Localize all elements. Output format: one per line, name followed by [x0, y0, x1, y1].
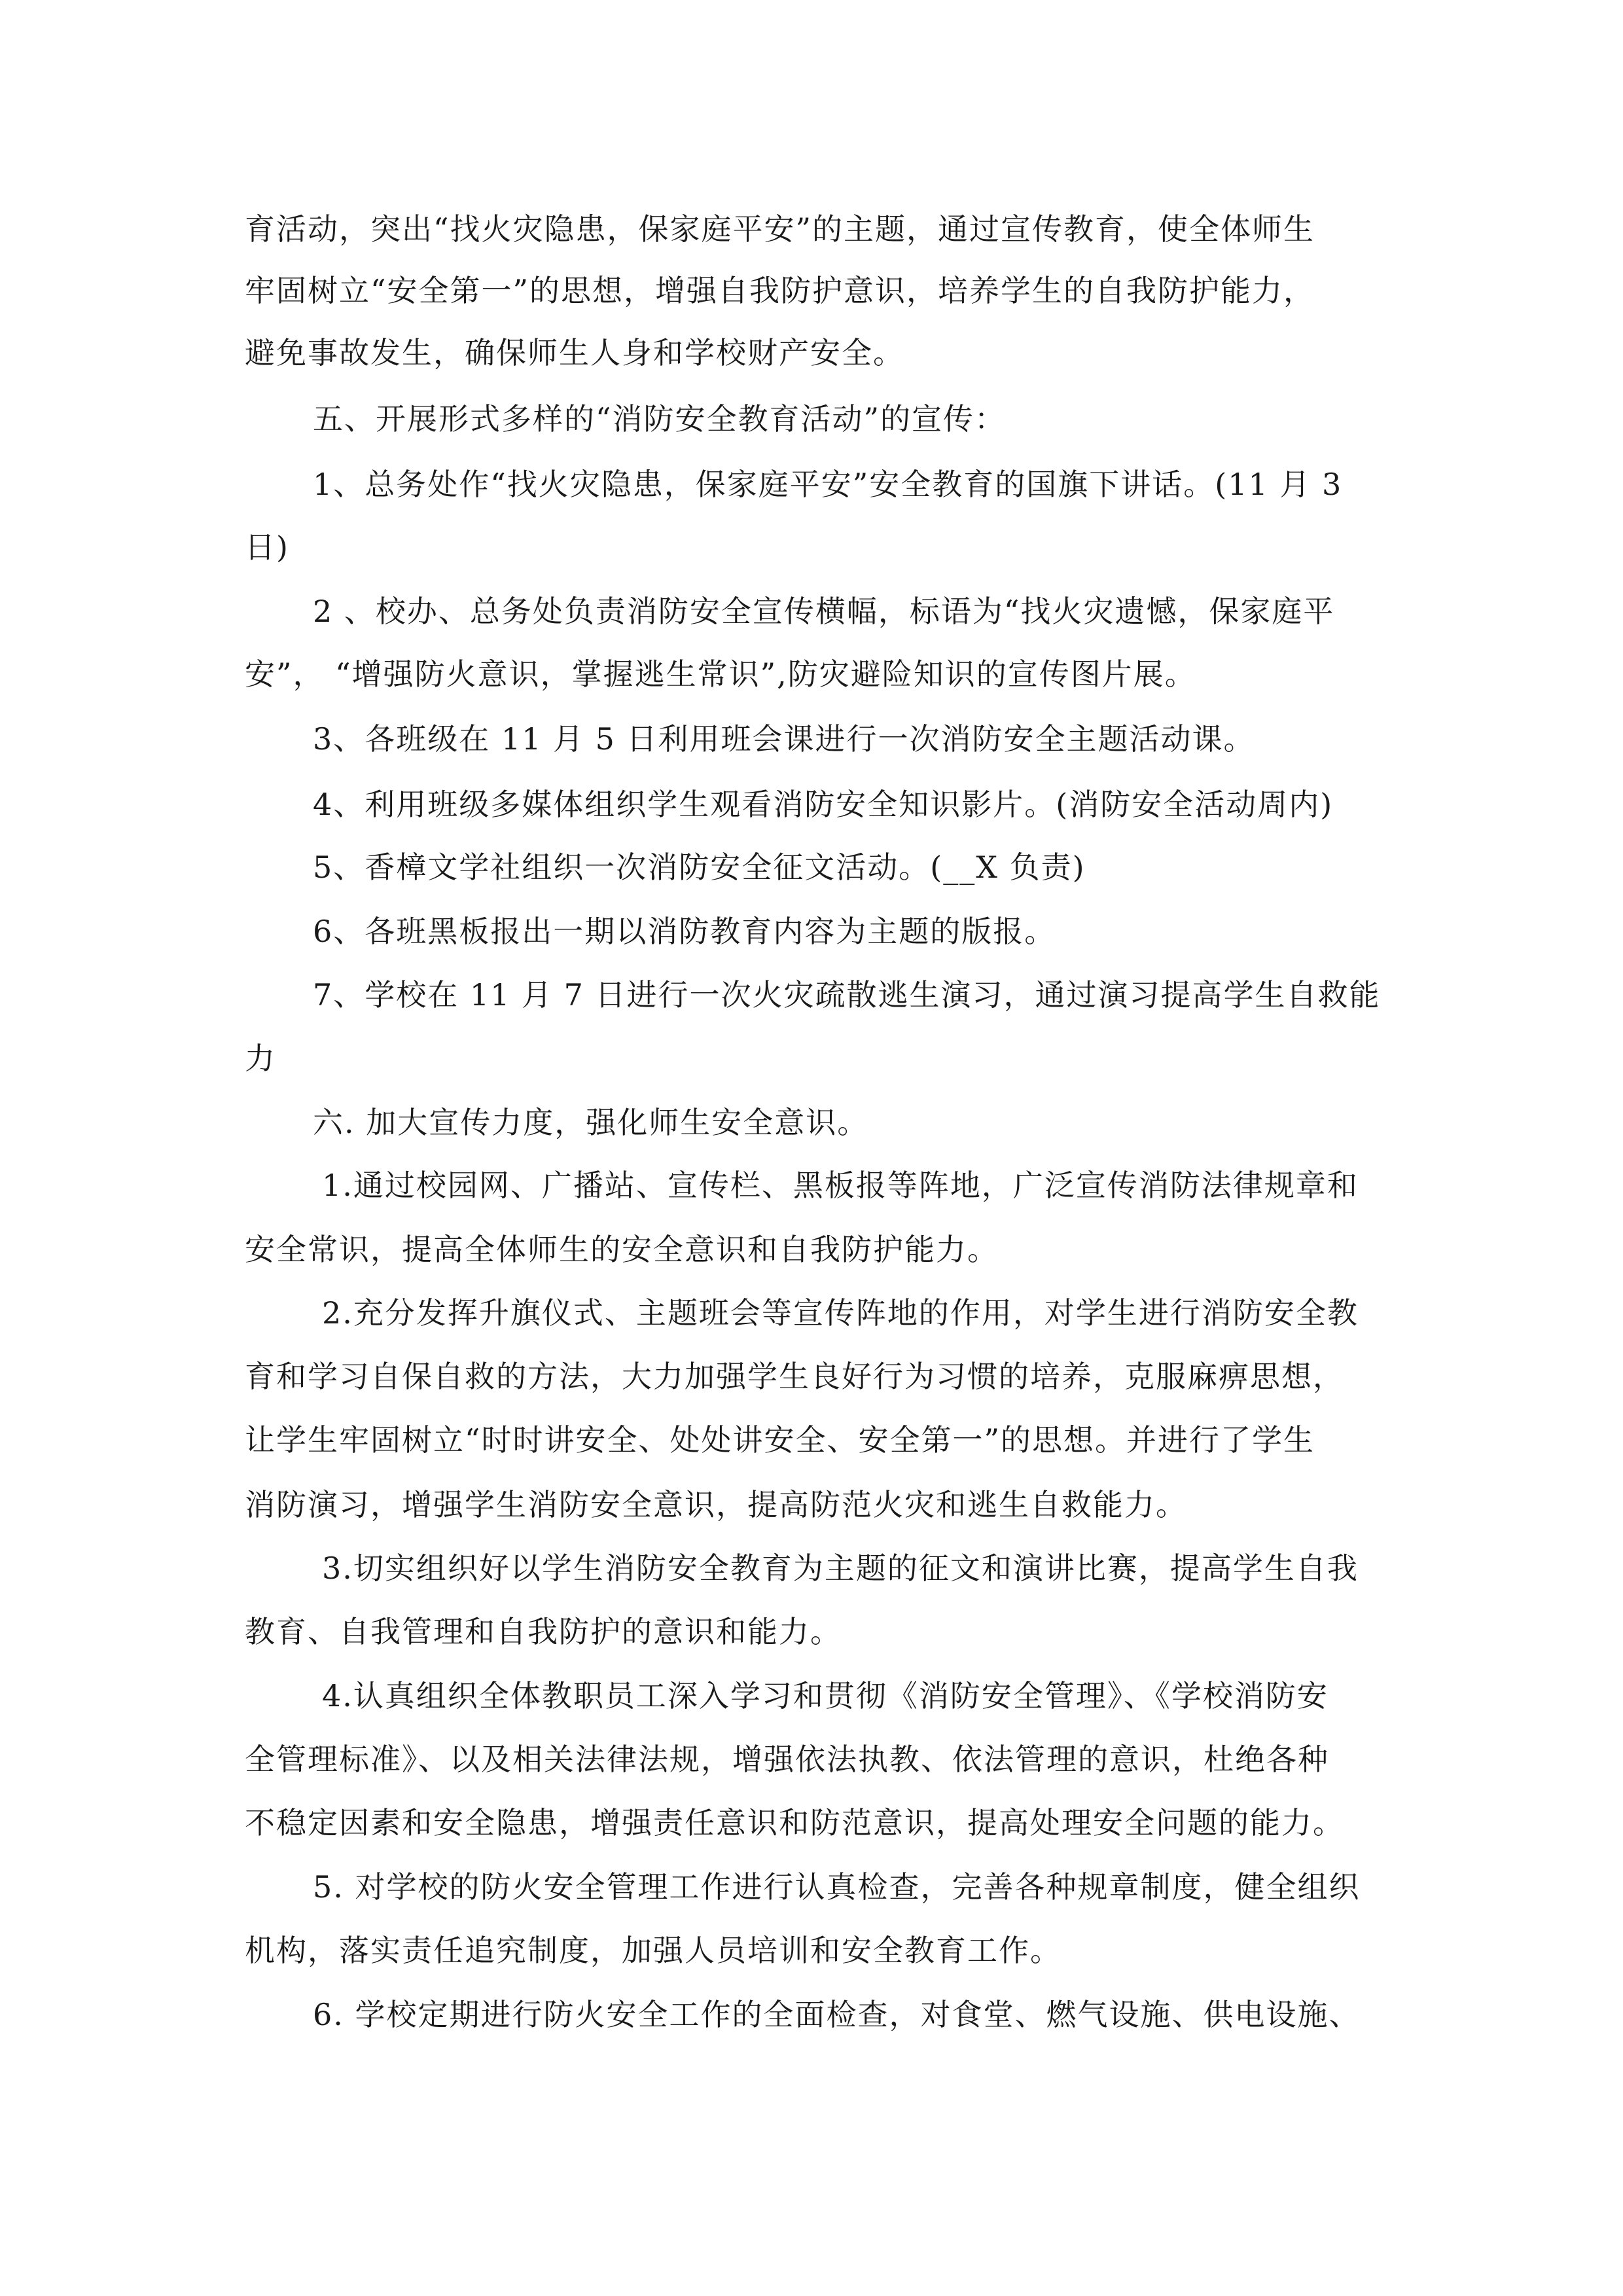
- list-item-text: 6. 学校定期进行防火安全工作的全面检查，对食堂、燃气设施、供电设施、: [313, 1997, 1361, 2032]
- list-item-text: 2.充分发挥升旗仪式、主题班会等宣传阵地的作用，对学生进行消防安全教: [322, 1295, 1359, 1331]
- text-line: 避免事故发生，确保师生人身和学校财产安全。: [245, 335, 904, 370]
- text-line: 牢固树立“安全第一”的思想，增强自我防护意识，培养学生的自我防护能力，: [245, 273, 1315, 308]
- list-item-text: 让学生牢固树立“时时讲安全、处处讲安全、安全第一”的思想。并进行了学生: [245, 1422, 1315, 1458]
- list-item-text: 消防演习，增强学生消防安全意识，提高防范火灾和逃生自救能力。: [245, 1487, 1187, 1522]
- list-item-text: 全管理标准》、以及相关法律法规，增强依法执教、依法管理的意识，杜绝各种: [245, 1742, 1329, 1777]
- section-heading: 六. 加大宣传力度，强化师生安全意识。: [313, 1105, 869, 1140]
- list-item-text: 5. 对学校的防火安全管理工作进行认真检查，完善各种规章制度，健全组织: [313, 1869, 1361, 1905]
- list-item-text: 4、利用班级多媒体组织学生观看消防安全知识影片。(消防安全活动周内): [313, 787, 1334, 822]
- text-line: 育活动，突出“找火灾隐患，保家庭平安”的主题，通过宣传教育，使全体师生: [245, 211, 1315, 247]
- list-item-text: 教育、自我管理和自我防护的意识和能力。: [245, 1614, 842, 1649]
- list-item-text: 1.通过校园网、广播站、宣传栏、黑板报等阵地，广泛宣传消防法律规章和: [322, 1168, 1359, 1203]
- list-item-text: 日): [245, 529, 289, 565]
- list-item-text: 1、总务处作“找火灾隐患，保家庭平安”安全教育的国旗下讲话。(11 月 3: [313, 467, 1343, 502]
- list-item-text: 7、学校在 11 月 7 日进行一次火灾疏散逃生演习，通过演习提高学生自救能: [313, 977, 1381, 1013]
- list-item-text: 育和学习自保自救的方法，大力加强学生良好行为习惯的培养，克服麻痹思想，: [245, 1359, 1344, 1394]
- list-item-text: 力: [245, 1041, 276, 1076]
- list-item-text: 3.切实组织好以学生消防安全教育为主题的征文和演讲比赛，提高学生自我: [322, 1551, 1359, 1586]
- section-heading: 五、开展形式多样的“消防安全教育活动”的宣传：: [313, 401, 1007, 437]
- list-item-text: 安全常识，提高全体师生的安全意识和自我防护能力。: [245, 1232, 999, 1267]
- list-item-text: 2 、校办、总务处负责消防安全宣传横幅，标语为“找火灾遗憾，保家庭平: [313, 594, 1335, 629]
- list-item-text: 不稳定因素和安全隐患，增强责任意识和防范意识，提高处理安全问题的能力。: [245, 1805, 1344, 1840]
- list-item-text: 5、香樟文学社组织一次消防安全征文活动。(__X 负责): [313, 850, 1086, 885]
- list-item-text: 4.认真组织全体教职员工深入学习和贯彻《消防安全管理》、《学校消防安: [322, 1678, 1329, 1713]
- list-item-text: 安”， “增强防火意识，掌握逃生常识”,防灾避险知识的宣传图片展。: [245, 656, 1196, 692]
- list-item-text: 3、各班级在 11 月 5 日利用班会课进行一次消防安全主题活动课。: [313, 721, 1255, 757]
- list-item-text: 机构，落实责任追究制度，加强人员培训和安全教育工作。: [245, 1933, 1061, 1968]
- list-item-text: 6、各班黑板报出一期以消防教育内容为主题的版报。: [313, 914, 1056, 949]
